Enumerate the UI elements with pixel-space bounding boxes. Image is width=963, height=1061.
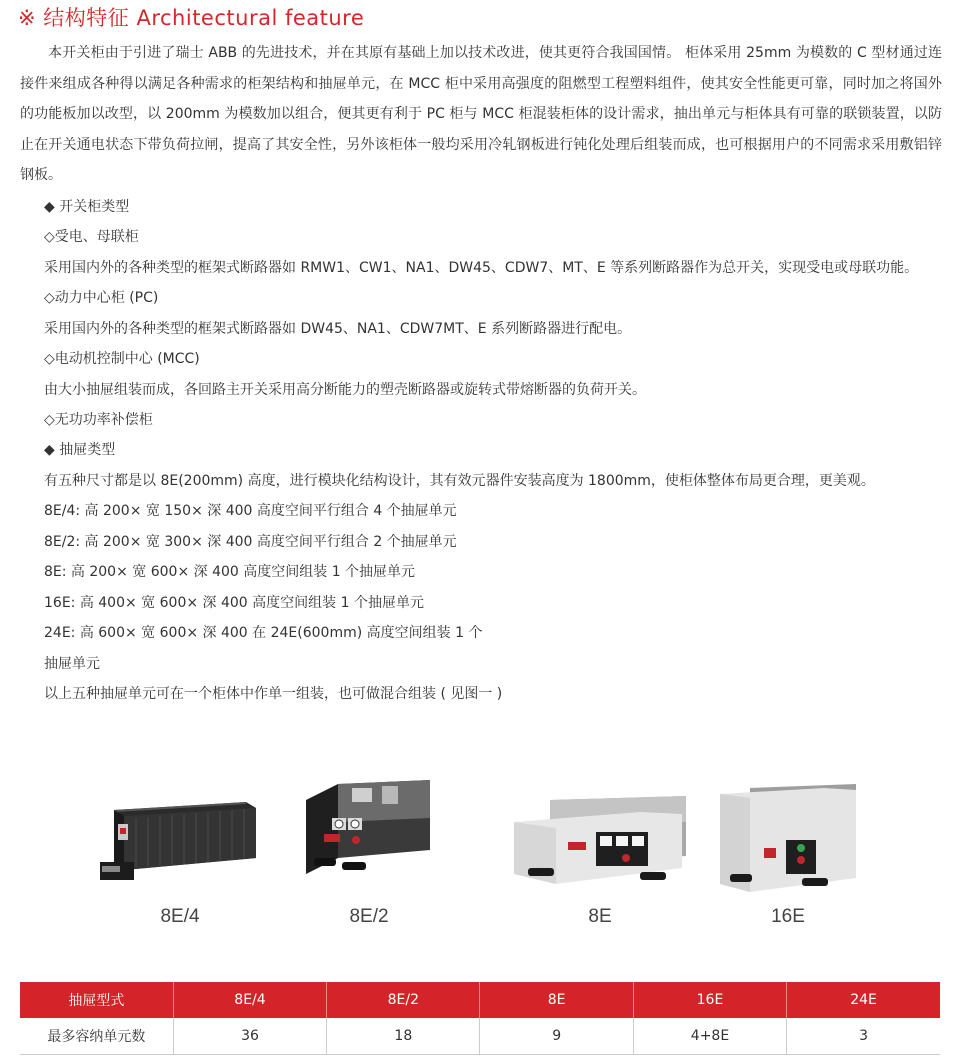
heading-cabinet-types: ◆ 开关柜类型 xyxy=(44,199,130,215)
table-header-cell: 16E xyxy=(633,982,786,1018)
table-cell: 18 xyxy=(327,1018,480,1055)
caption-16e: 16E xyxy=(771,906,805,927)
title-mark: ※ xyxy=(18,6,37,30)
table-header-cell: 8E xyxy=(480,982,633,1018)
text-pc: 采用国内外的各种类型的框架式断路器如 DW45、NA1、CDW7MT、E 系列断路器进行配电。 xyxy=(44,321,632,337)
table-cell: 3 xyxy=(787,1018,940,1055)
text-incoming: 采用国内外的各种类型的框架式断路器如 RMW1、CW1、NA1、DW45、CDW7、MT、E 等系列断路器作为总开关，实现受电或母联功能。 xyxy=(44,260,919,276)
intro-paragraph xyxy=(20,38,942,191)
table-cell: 9 xyxy=(480,1018,633,1055)
spec-8e2: 8E/2: 高 200× 宽 300× 深 400 高度空间平行组合 2 个抽屉单元 xyxy=(44,534,457,550)
subheading-compensation: ◇无功功率补偿柜 xyxy=(44,412,153,428)
subheading-pc: ◇动力中心柜 (PC) xyxy=(44,290,159,306)
table-header-cell: 抽屉型式 xyxy=(20,982,173,1018)
table-row xyxy=(20,1018,940,1055)
table-cell: 4+8E xyxy=(633,1018,786,1055)
text-drawer-intro: 有五种尺寸都是以 8E(200mm) 高度，进行模块化结构设计，其有效元器件安装高度为 1800mm，使柜体整体布局更合理，更美观。 xyxy=(44,473,875,489)
table-cell: 最多容纳单元数 xyxy=(20,1018,173,1055)
table-header-cell: 8E/4 xyxy=(173,982,326,1018)
drawer-8e2-image xyxy=(302,778,432,890)
spec-8e4: 8E/4: 高 200× 宽 150× 深 400 高度空间平行组合 4 个抽屉单元 xyxy=(44,503,457,519)
text-mixed-assembly: 以上五种抽屉单元可在一个柜体中作单一组装，也可做混合组装 ( 见图一 ) xyxy=(44,686,503,702)
subheading-incoming: ◇受电、母联柜 xyxy=(44,229,139,245)
capacity-table xyxy=(20,982,940,1055)
spec-24e-cont: 抽屉单元 xyxy=(44,656,100,672)
drawer-8e-image xyxy=(510,792,690,888)
drawer-16e-image xyxy=(716,782,860,898)
heading-drawer-types: ◆ 抽屉类型 xyxy=(44,442,116,458)
table-cell: 36 xyxy=(173,1018,326,1055)
title-text: 结构特征 Architectural feature xyxy=(43,6,365,30)
table-header-cell: 24E xyxy=(787,982,940,1018)
spec-24e: 24E: 高 600× 宽 600× 深 400 在 24E(600mm) 高度空间组装 1 个 xyxy=(44,625,483,641)
caption-8e: 8E xyxy=(588,906,612,927)
drawer-8e4-image xyxy=(96,796,260,888)
subheading-mcc: ◇电动机控制中心 (MCC) xyxy=(44,351,200,367)
text-mcc: 由大小抽屉组装而成，各回路主开关采用高分断能力的塑壳断路器或旋转式带熔断器的负荷开关。 xyxy=(44,382,646,398)
intro-text: 本开关柜由于引进了瑞士 ABB 的先进技术，并在其原有基础上加以技术改进，使其更符合我国国情。 柜体采用 25mm 为模数的 C 型材通过连接件来组成各种得以满足各种需求的柜架结构和抽屉单元，在 MCC 柜中采用高强度的阻燃型工程塑料组件，使其安全性能更可靠，同时加之将国外的功能板加以改型，以 200mm 为模数加以组合，便其更有利于 PC 柜与 MCC 柜混装柜体的设计需求，抽出单元与柜体具有可靠的联锁装置，以防止在开关通电状态下带负荷拉闸，提高了其安全性，另外该柜体一般均采用冷轧钢板进行钝化处理后组装而成，也可根据用户的不同需求采用敷铝锌钢板。 xyxy=(20,45,942,183)
spec-16e: 16E: 高 400× 宽 600× 深 400 高度空间组装 1 个抽屉单元 xyxy=(44,595,424,611)
section-title xyxy=(18,2,364,32)
caption-8e4: 8E/4 xyxy=(160,906,200,927)
spec-8e: 8E: 高 200× 宽 600× 深 400 高度空间组装 1 个抽屉单元 xyxy=(44,564,416,580)
table-header-row xyxy=(20,982,940,1018)
caption-8e2: 8E/2 xyxy=(349,906,389,927)
table-header-cell: 8E/2 xyxy=(327,982,480,1018)
